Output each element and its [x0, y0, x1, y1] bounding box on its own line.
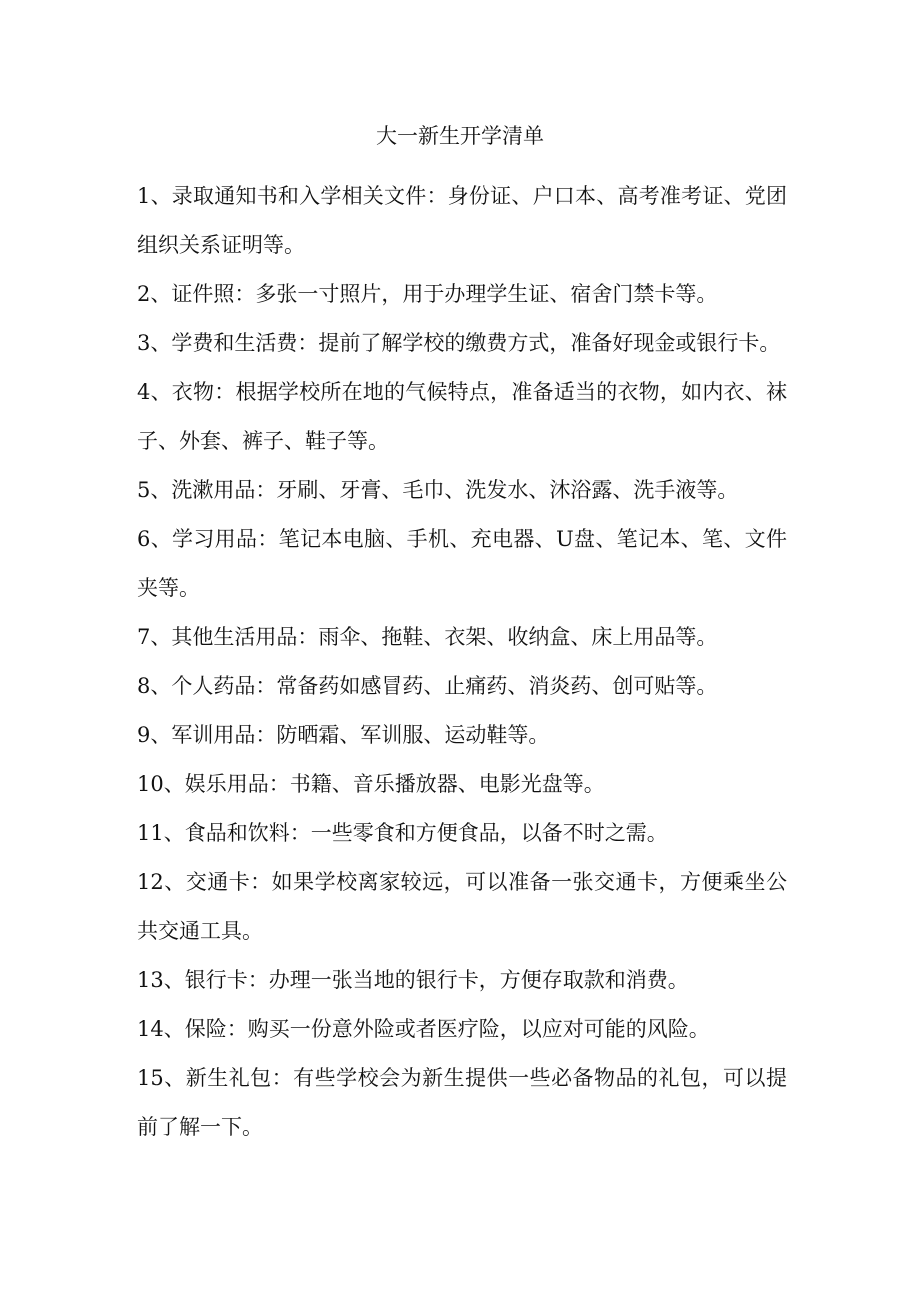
list-item: 9、军训用品：防晒霜、军训服、运动鞋等。 — [137, 723, 550, 747]
list-item: 1、录取通知书和入学相关文件：身份证、户口本、高考准考证、党团组织关系证明等。 — [137, 184, 787, 257]
list-item: 7、其他生活用品：雨伞、拖鞋、衣架、收纳盒、床上用品等。 — [137, 625, 718, 649]
list-item: 15、新生礼包：有些学校会为新生提供一些必备物品的礼包，可以提前了解一下。 — [137, 1066, 787, 1139]
list-item: 8、个人药品：常备药如感冒药、止痛药、消炎药、创可贴等。 — [137, 674, 718, 698]
list-item: 10、娱乐用品：书籍、音乐播放器、电影光盘等。 — [137, 772, 605, 796]
checklist — [137, 172, 787, 1152]
list-item: 14、保险：购买一份意外险或者医疗险，以应对可能的风险。 — [137, 1017, 710, 1041]
list-item: 4、衣物：根据学校所在地的气候特点，准备适当的衣物，如内衣、袜子、外套、裤子、鞋子等。 — [137, 380, 787, 453]
list-item: 13、银行卡：办理一张当地的银行卡，方便存取款和消费。 — [137, 968, 689, 992]
list-item: 12、交通卡：如果学校离家较远，可以准备一张交通卡，方便乘坐公共交通工具。 — [137, 870, 787, 943]
list-item: 3、学费和生活费：提前了解学校的缴费方式，准备好现金或银行卡。 — [137, 331, 781, 355]
list-item: 6、学习用品：笔记本电脑、手机、充电器、U盘、笔记本、笔、文件夹等。 — [137, 527, 787, 600]
list-item: 5、洗漱用品：牙刷、牙膏、毛巾、洗发水、沐浴露、洗手液等。 — [137, 478, 739, 502]
list-item: 2、证件照：多张一寸照片，用于办理学生证、宿舍门禁卡等。 — [137, 282, 718, 306]
list-item: 11、食品和饮料：一些零食和方便食品，以备不时之需。 — [137, 821, 668, 845]
page-title: 大一新生开学清单 — [376, 124, 544, 148]
